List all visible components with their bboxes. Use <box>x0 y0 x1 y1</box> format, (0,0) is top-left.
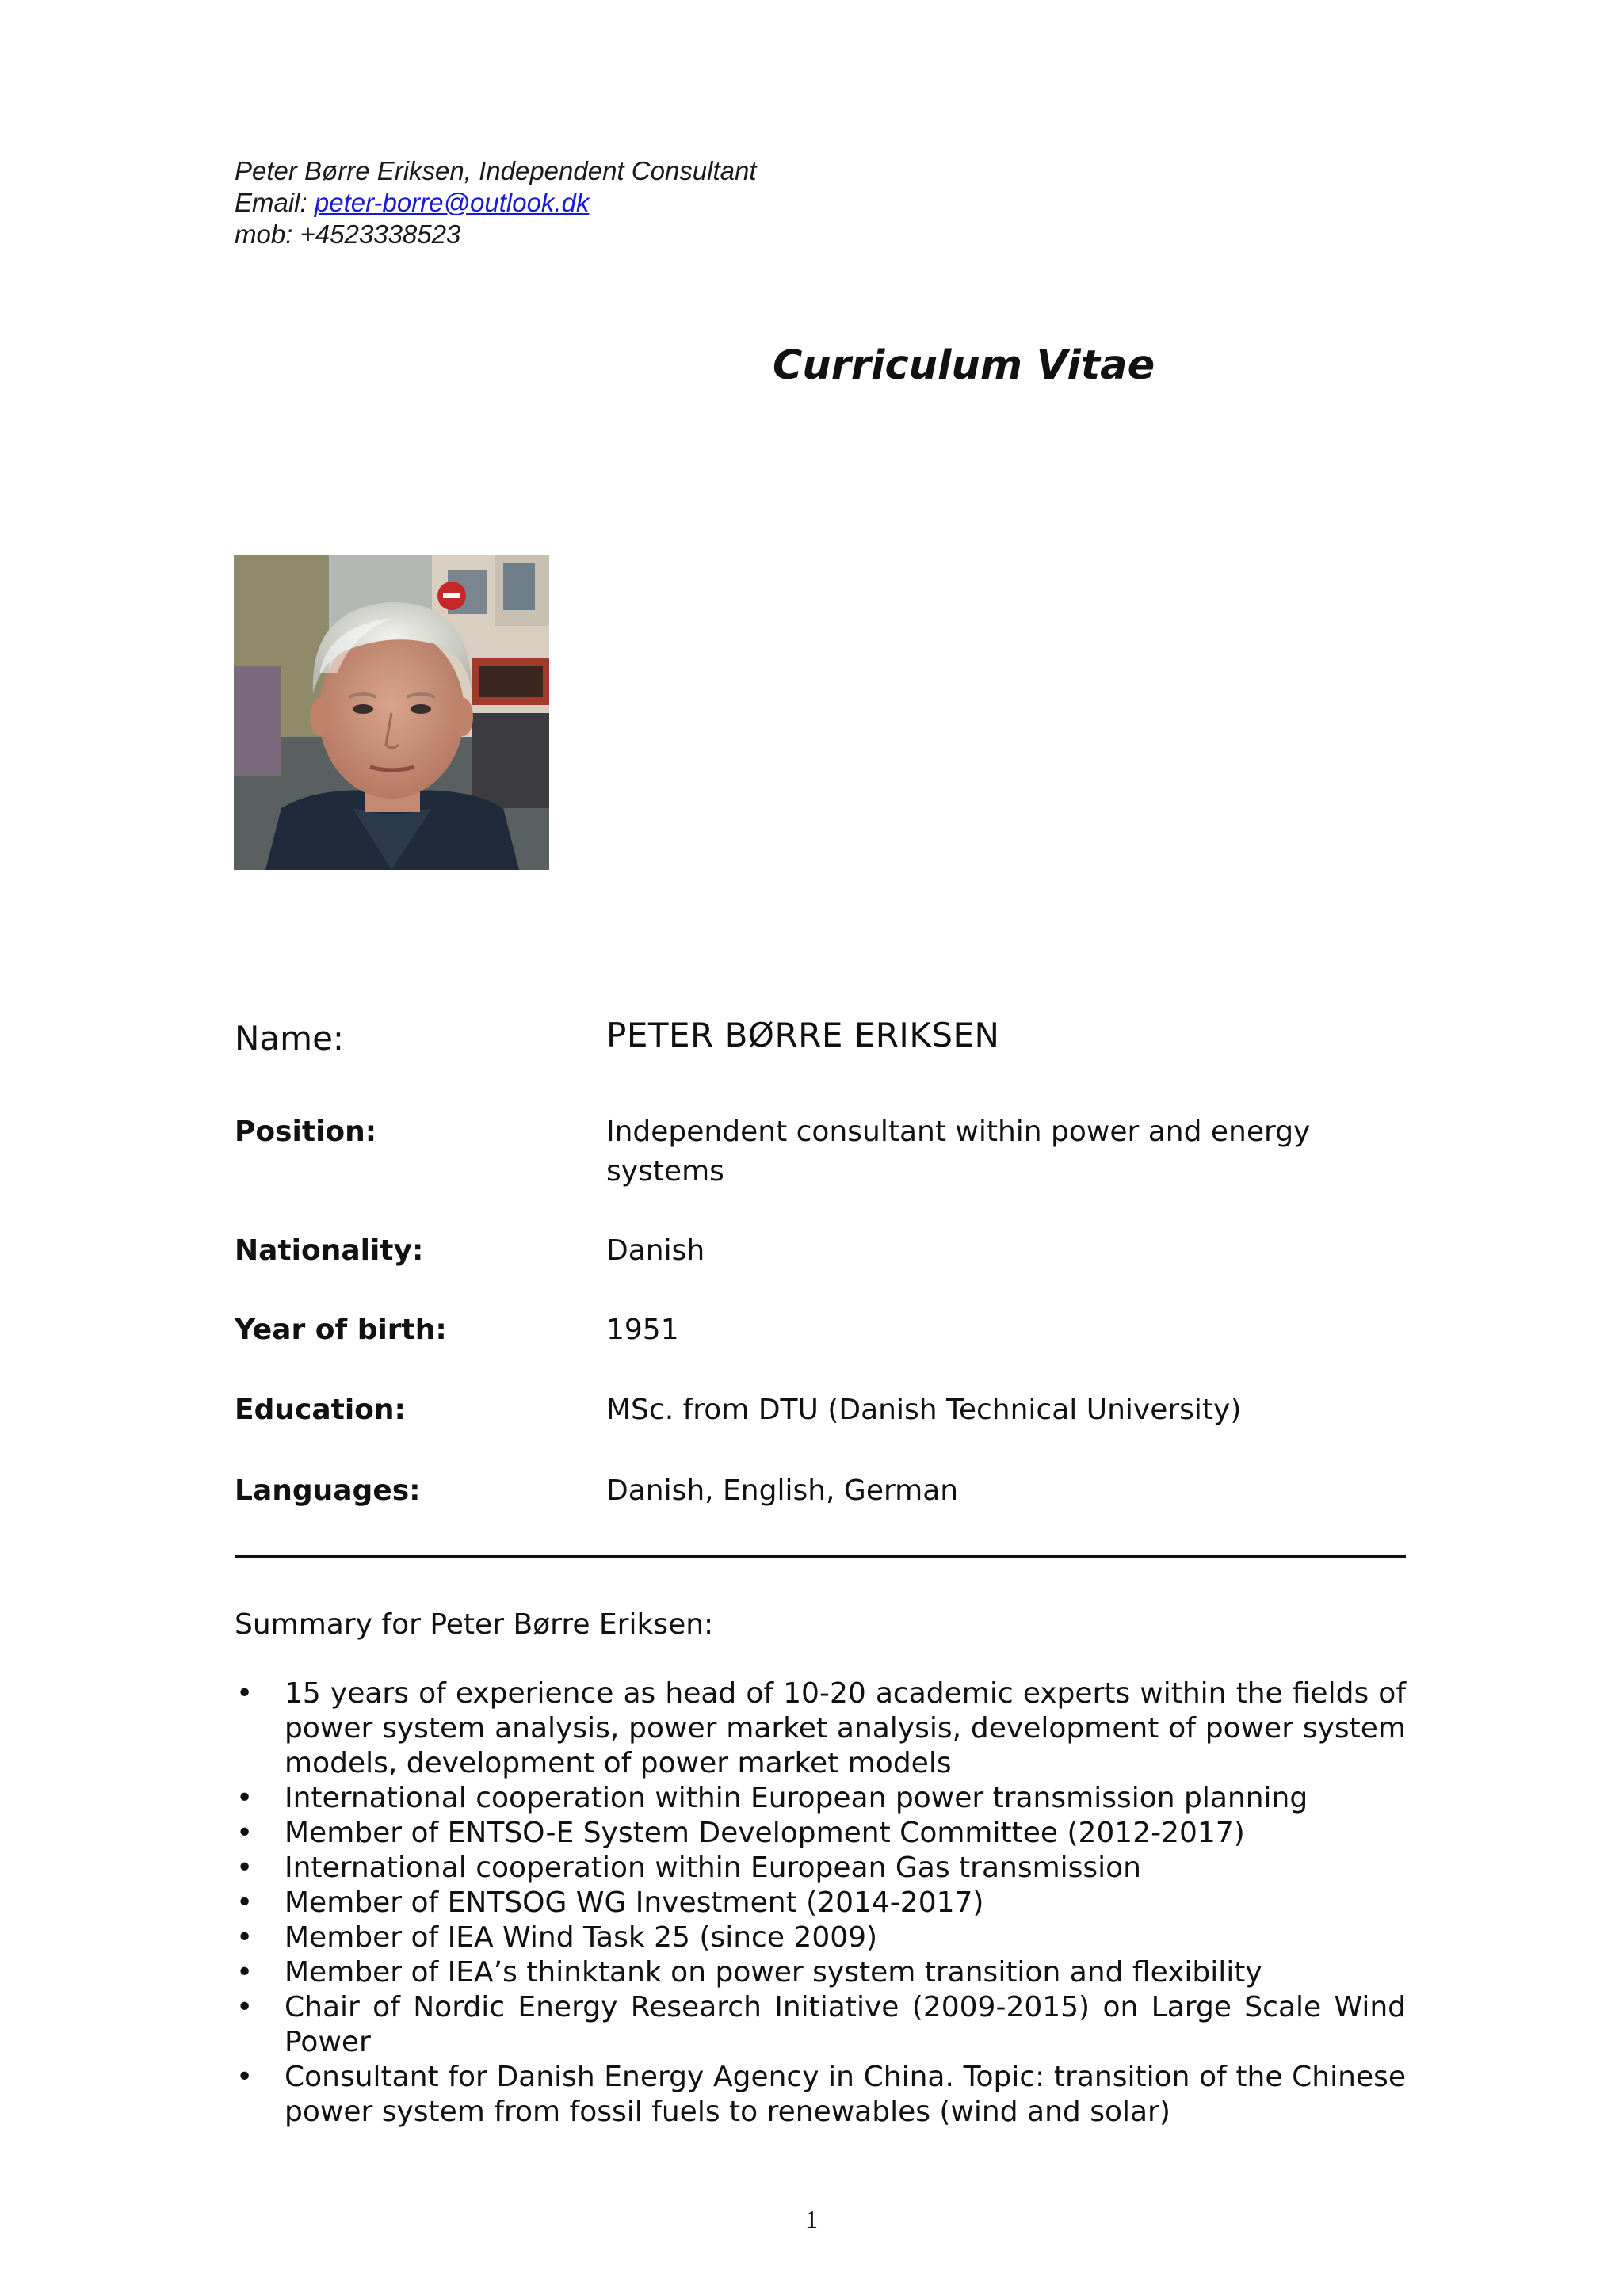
list-item <box>235 1781 1406 1816</box>
education-label: Education: <box>235 1394 406 1426</box>
languages-value: Danish, English, German <box>606 1474 959 1507</box>
list-item-text: Member of IEA Wind Task 25 (since 2009) <box>285 1921 878 1954</box>
position-label: Position: <box>235 1116 377 1148</box>
list-item-text: Member of ENTSO-E System Development Committee (2012-2017) <box>285 1817 1245 1849</box>
bullet-icon: • <box>236 1817 254 1849</box>
name-label: Name: <box>235 1019 345 1058</box>
bullet-icon: • <box>236 1991 254 2023</box>
portrait-icon <box>234 555 549 870</box>
position-value: Independent consultant within power and energy systems <box>606 1116 1311 1188</box>
bullet-icon: • <box>236 1886 254 1919</box>
bullet-icon: • <box>236 1677 254 1710</box>
portrait-photo <box>234 555 549 870</box>
list-item <box>235 1676 1406 1781</box>
page-title: Curriculum Vitae <box>773 342 1155 389</box>
list-item-text: International cooperation within European Gas transmission <box>285 1852 1142 1884</box>
list-item <box>235 2060 1406 2130</box>
section-divider <box>235 1555 1406 1558</box>
birth-year-value: 1951 <box>606 1314 679 1346</box>
bullet-icon: • <box>236 1956 254 1989</box>
bullet-icon: • <box>236 1921 254 1954</box>
list-item-text: Member of IEA’s thinktank on power system transition and flexibility <box>285 1956 1262 1989</box>
letterhead-email-line <box>235 187 757 219</box>
nationality-value: Danish <box>606 1234 705 1267</box>
list-item-text: International cooperation within European power transmission planning <box>285 1782 1308 1814</box>
list-item-text: 15 years of experience as head of 10-20 academic experts within the fields of power system analysis, power market analysis, development of power system models, development of power market models <box>285 1677 1406 1779</box>
list-item <box>235 1990 1406 2060</box>
bullet-icon: • <box>236 1852 254 1884</box>
list-item <box>235 1955 1406 1990</box>
nationality-label: Nationality: <box>235 1234 424 1267</box>
list-item-text: Consultant for Danish Energy Agency in China. Topic: transition of the Chinese power system from fossil fuels to renewables (wind and solar) <box>285 2061 1406 2128</box>
bullet-icon: • <box>236 1782 254 1814</box>
list-item <box>235 1886 1406 1920</box>
email-link[interactable]: peter-borre@outlook.dk <box>314 188 590 217</box>
list-item-text: Chair of Nordic Energy Research Initiative (2009-2015) on Large Scale Wind Power <box>285 1991 1406 2058</box>
name-value: PETER BØRRE ERIKSEN <box>606 1016 1000 1055</box>
education-value: MSc. from DTU (Danish Technical University) <box>606 1394 1242 1426</box>
list-item <box>235 1851 1406 1886</box>
list-item <box>235 1920 1406 1955</box>
list-item-text: Member of ENTSOG WG Investment (2014-2017) <box>285 1886 984 1919</box>
summary-heading: Summary for Peter Børre Eriksen: <box>235 1608 714 1641</box>
bullet-icon: • <box>236 2061 254 2093</box>
summary-list <box>235 1676 1406 2130</box>
letterhead <box>235 155 757 250</box>
list-item <box>235 1816 1406 1851</box>
letterhead-name: Peter Børre Eriksen, Independent Consultant <box>235 156 757 185</box>
letterhead-mobile: mob: +4523338523 <box>235 219 461 249</box>
languages-label: Languages: <box>235 1474 421 1507</box>
birth-year-label: Year of birth: <box>235 1314 447 1346</box>
email-label: Email: <box>235 188 315 217</box>
page-number: 1 <box>805 2205 818 2233</box>
